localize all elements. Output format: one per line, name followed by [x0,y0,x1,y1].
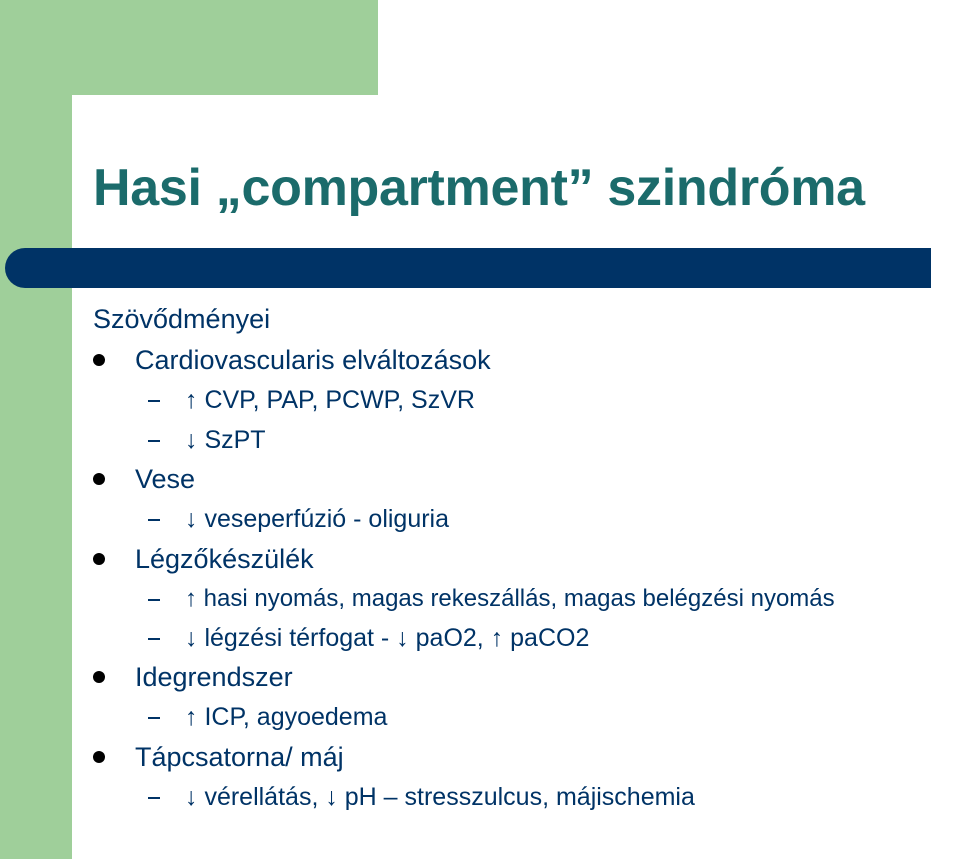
sub-list-item: ↑ ICP, agyoedema [185,703,388,731]
dash-icon [148,599,160,601]
sub-list-item: ↓ légzési térfogat - ↓ paO2, ↑ paCO2 [185,624,590,652]
sub-list-item: ↓ SzPT [185,426,266,454]
sub-list-item: ↓ veseperfúzió - oliguria [185,505,450,533]
list-item: Cardiovascularis elváltozások [135,345,491,375]
bullet-icon [93,354,105,366]
bullet-icon [93,671,105,683]
bullet-icon [93,553,105,565]
dash-icon [148,519,160,521]
dash-icon [148,400,160,402]
slide-title: Hasi „compartment” szindróma [93,159,865,217]
sub-list-item: ↑ hasi nyomás, magas rekeszállás, magas belégzési nyomás [185,585,835,612]
subtitle: Szövődményei [93,304,271,334]
green-side-band [0,0,72,859]
bullet-icon [93,473,105,485]
list-item: Vese [135,464,196,494]
sub-list-item: ↓ vérellátás, ↓ pH – stresszulcus, májischemia [185,783,695,811]
list-item: Légzőkészülék [135,544,314,574]
dash-icon [148,440,160,442]
dash-icon [148,638,160,640]
dash-icon [148,717,160,719]
bullet-icon [93,751,105,763]
dash-icon [148,797,160,799]
list-item: Idegrendszer [135,662,293,692]
list-item: Tápcsatorna/ máj [135,742,344,772]
title-underline-bar [5,248,931,288]
sub-list-item: ↑ CVP, PAP, PCWP, SzVR [185,386,475,414]
green-top-band [0,0,378,95]
